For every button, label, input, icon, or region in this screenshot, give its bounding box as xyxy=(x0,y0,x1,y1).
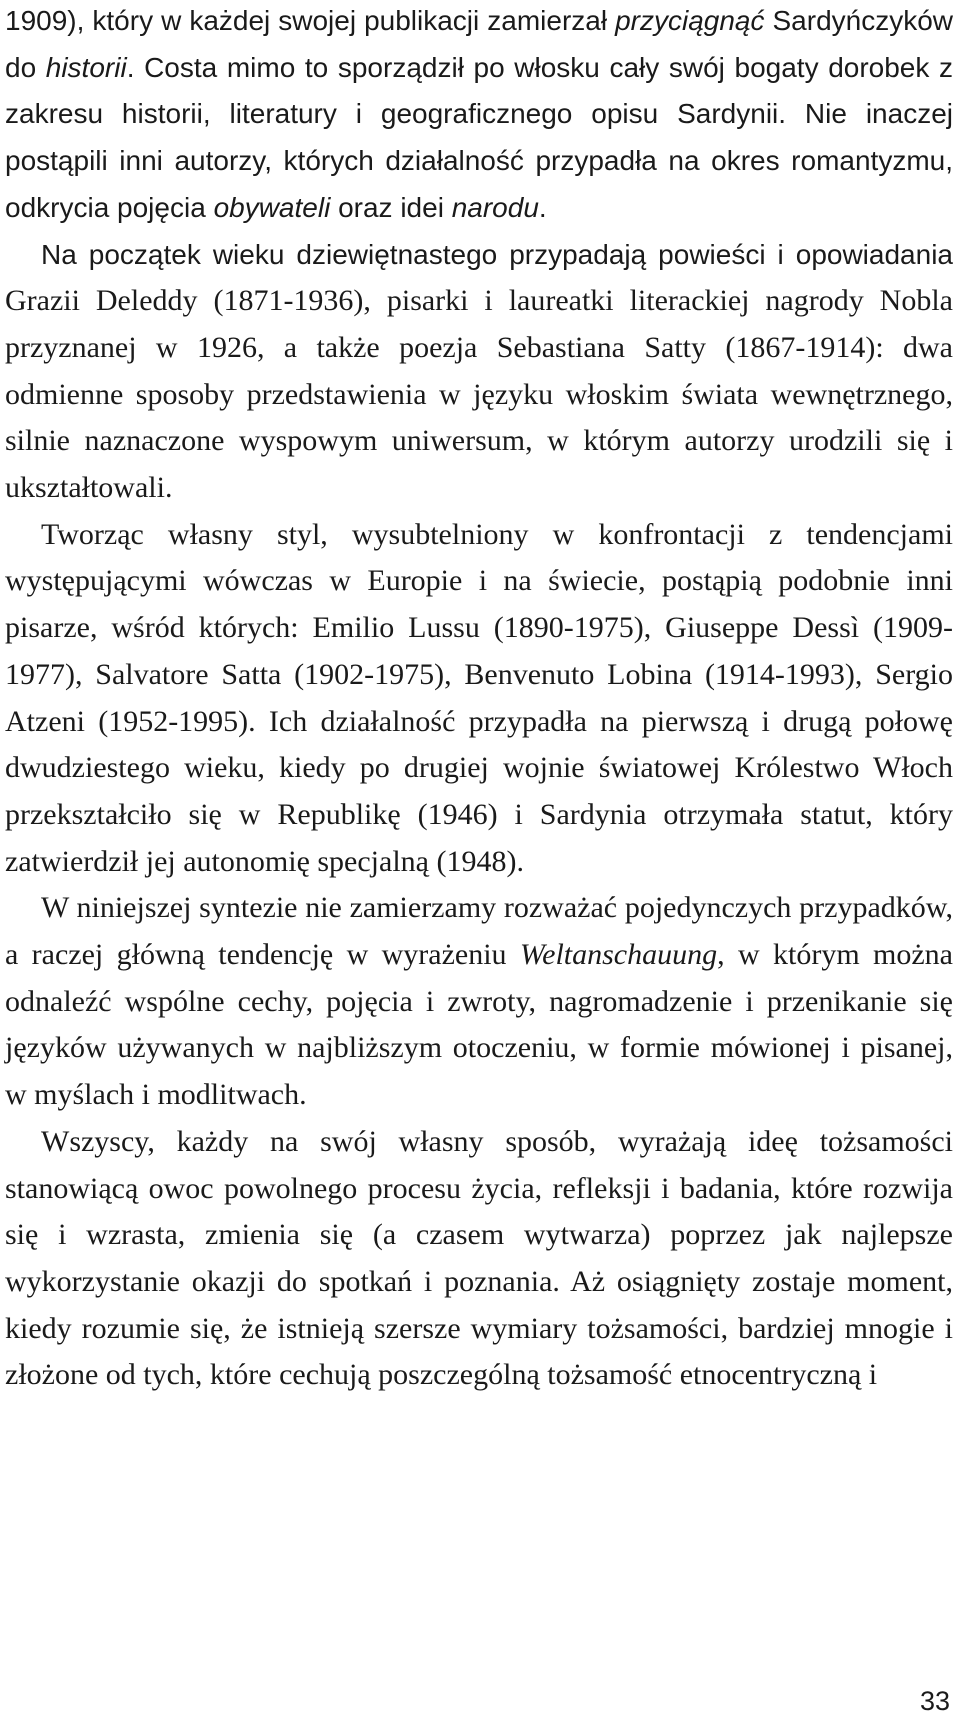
paragraph-4 xyxy=(5,885,953,1119)
document-page xyxy=(5,0,953,1399)
italic-run: historii xyxy=(45,51,127,83)
italic-run: narodu xyxy=(451,191,539,223)
text-run: 1909), który w każdej swojej publikacji zamierzał xyxy=(5,5,616,36)
text-run: , w którym można odnaleźć wspólne cechy, pojęcia i zwroty, nagromadzenie i przenikanie się języków używanych w najbliższym otoczeniu, w formie mówionej i pisanej, w myślach i modlitwach. xyxy=(5,938,953,1112)
text-run: W niniejszej syntezie nie zamierzamy rozważać pojedynczych przypadków, a raczej główną tendencję w wyrażeniu xyxy=(5,891,953,972)
italic-run: przyciągnąć xyxy=(615,5,765,36)
paragraph-5 xyxy=(5,1119,953,1399)
paragraph-1 xyxy=(5,0,953,232)
text-run: Tworząc własny styl, wysubtelniony w konfrontacji z tendencjami występującymi wówczas w Europie i na świecie, postąpią podobnie inni pisarze, wśród których: Emilio Lussu (1890-1975), Giuseppe Dessì (1909-1977), Salvatore Satta (1902-1975), Benvenuto Lobina (1914-1993), Sergio Atzeni (1952-1995). Ich działalność przypadła na pierwszą i drugą połowę dwudziestego wieku, kiedy po drugiej wojnie światowej Królestwo Włoch przekształciło się w Republikę (1946) i Sardynia otrzymała statut, który zatwierdził jej autonomię specjalną (1948). xyxy=(5,517,953,878)
page-number: 33 xyxy=(919,1686,950,1716)
text-run: Sardyńczyków do xyxy=(5,5,954,83)
italic-run: obywateli xyxy=(213,191,331,223)
text-run: Wszyscy, każdy na swój własny sposób, wyrażają ideę tożsamości stanowiącą owoc powolnego procesu życia, refleksji i badania, które rozwija się i wzrasta, zmienia się (a czasem wytwarza) poprzez jak najlepsze wykorzystanie okazji do spotkań i poznania. Aż osiągnięty zostaje moment, kiedy rozumie się, że istnieją szersze wymiary tożsamości, bardziej mnogie i złożone od tych, które cechują poszczególną tożsamość etnocentryczną i xyxy=(5,1124,953,1392)
text-run: . Costa mimo to sporządził po włosku cały swój bogaty dorobek z zakresu historii, literatury i geograficznego opisu Sardynii. Nie inaczej postąpili inni autorzy, których działalność przypadła na okres romantyzmu, odkrycia pojęcia xyxy=(5,51,953,223)
text-run: oraz idei xyxy=(330,191,452,223)
text-run: Na początek wieku dziewiętnastego przypadają powieści i opowiadania xyxy=(41,238,953,270)
text-run: Grazii Deleddy (1871-1936), pisarki i laureatki literackiej nagrody Nobla przyznanej w 1926, a także poezja Sebastiana Satty (1867-1914): dwa odmienne sposoby przedstawienia w języku włoskim świata wewnętrznego, silnie naznaczone wyspowym uniwersum, w którym autorzy urodzili się i ukształtowali. xyxy=(5,284,953,505)
italic-run: Weltanschauung xyxy=(519,938,718,972)
text-run: . xyxy=(538,191,547,223)
paragraph-2 xyxy=(5,232,953,512)
paragraph-3 xyxy=(5,512,953,886)
